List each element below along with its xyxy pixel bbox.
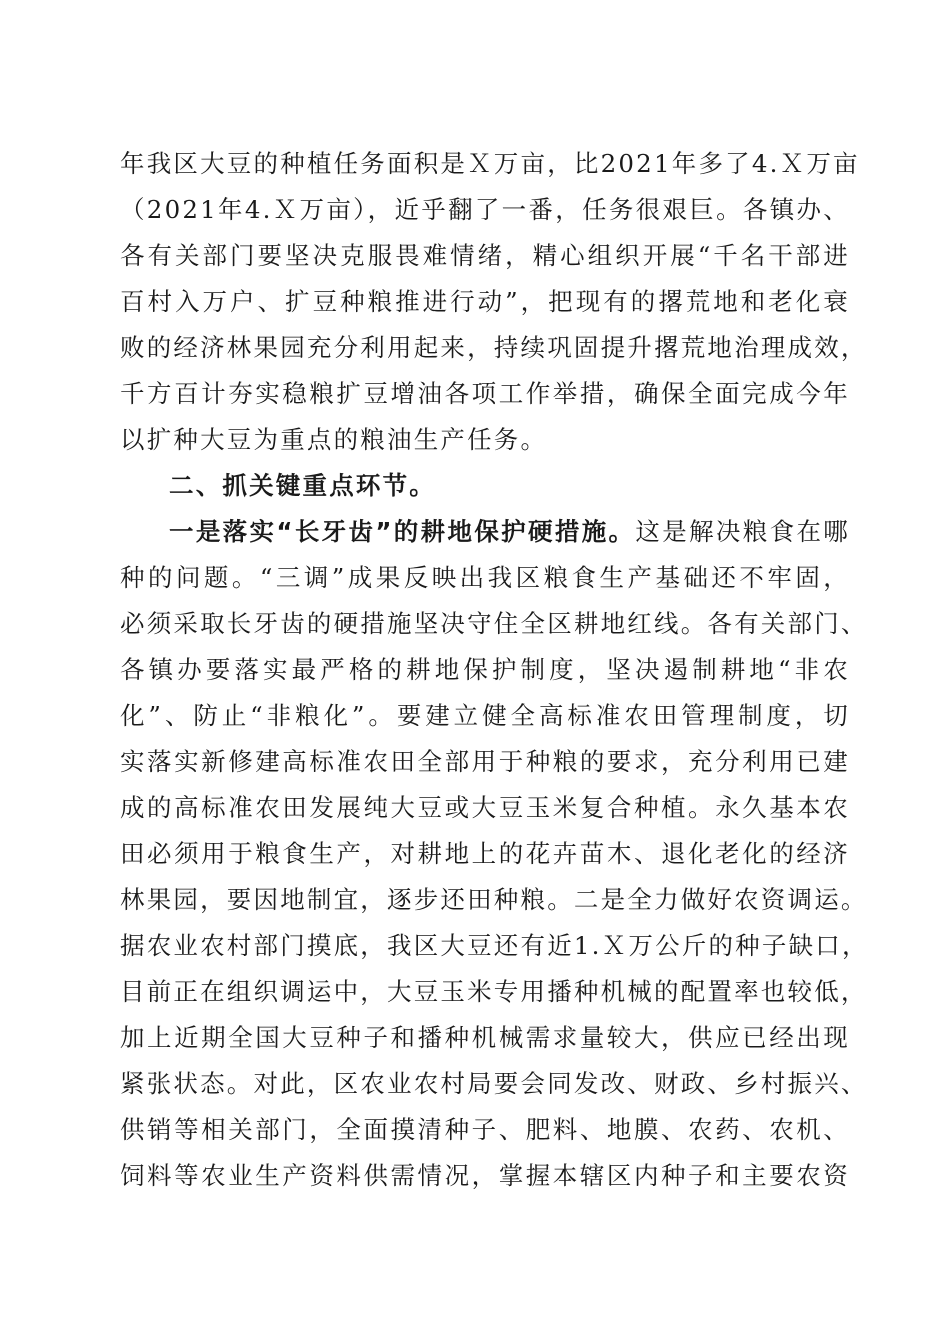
paragraph-2-line-3: 必须采取长牙齿的硬措施坚决守住全区耕地红线。各有关部门、 (120, 609, 868, 638)
section-heading-2: 二、抓关键重点环节。 (169, 471, 436, 500)
paragraph-2-line-13: 紧张状态。对此，区农业农村局要会同发改、财政、乡村振兴、 (120, 1069, 868, 1098)
paragraph-2-lead-rest: 这是解决粮食在哪 (635, 517, 850, 546)
paragraph-1-line-3: 各有关部门要坚决克服畏难情绪，精心组织开展“千名干部进 (120, 241, 850, 270)
paragraph-2-line-7: 成的高标准农田发展纯大豆或大豆玉米复合种植。永久基本农 (120, 793, 850, 822)
paragraph-1-line-6: 千方百计夯实稳粮扩豆增油各项工作举措，确保全面完成今年 (120, 379, 850, 408)
paragraph-1-line-2: （2021年4.Ｘ万亩），近乎翻了一番，任务很艰巨。各镇办、 (120, 195, 850, 224)
paragraph-2-line-6: 实落实新修建高标准农田全部用于种粮的要求，充分利用已建 (120, 747, 850, 776)
paragraph-1-line-7: 以扩种大豆为重点的粮油生产任务。 (120, 425, 548, 454)
paragraph-2-line-11: 目前正在组织调运中，大豆玉米专用播种机械的配置率也较低， (120, 977, 868, 1006)
paragraph-1-line-5: 败的经济林果园充分利用起来，持续巩固提升撂荒地治理成效， (120, 333, 868, 362)
paragraph-2-line-1 (169, 509, 850, 555)
paragraph-1-line-4: 百村入万户、扩豆种粮推进行动”，把现有的撂荒地和老化衰 (120, 287, 850, 316)
paragraph-2-line-12: 加上近期全国大豆种子和播种机械需求量较大，供应已经出现 (120, 1023, 850, 1052)
paragraph-2-line-10: 据农业农村部门摸底，我区大豆还有近1.Ｘ万公斤的种子缺口， (120, 931, 869, 960)
paragraph-2-line-8: 田必须用于粮食生产，对耕地上的花卉苗木、退化老化的经济 (120, 839, 850, 868)
paragraph-2-line-9: 林果园，要因地制宜，逐步还田种粮。二是全力做好农资调运。 (120, 885, 868, 914)
paragraph-1-line-1: 年我区大豆的种植任务面积是Ｘ万亩，比2021年多了4.Ｘ万亩 (120, 149, 860, 178)
paragraph-2-line-5: 化”、防止“非粮化”。要建立健全高标准农田管理制度，切 (120, 701, 850, 730)
paragraph-2-line-2: 种的问题。“三调”成果反映出我区粮食生产基础还不牢固， (120, 563, 850, 592)
paragraph-2-lead-bold: 一是落实“长牙齿”的耕地保护硬措施。 (169, 517, 636, 546)
paragraph-2-line-15: 饲料等农业生产资料供需情况，掌握本辖区内种子和主要农资 (120, 1161, 850, 1190)
paragraph-2-line-14: 供销等相关部门，全面摸清种子、肥料、地膜、农药、农机、 (120, 1115, 850, 1144)
paragraph-2-line-4: 各镇办要落实最严格的耕地保护制度，坚决遏制耕地“非农 (120, 655, 850, 684)
